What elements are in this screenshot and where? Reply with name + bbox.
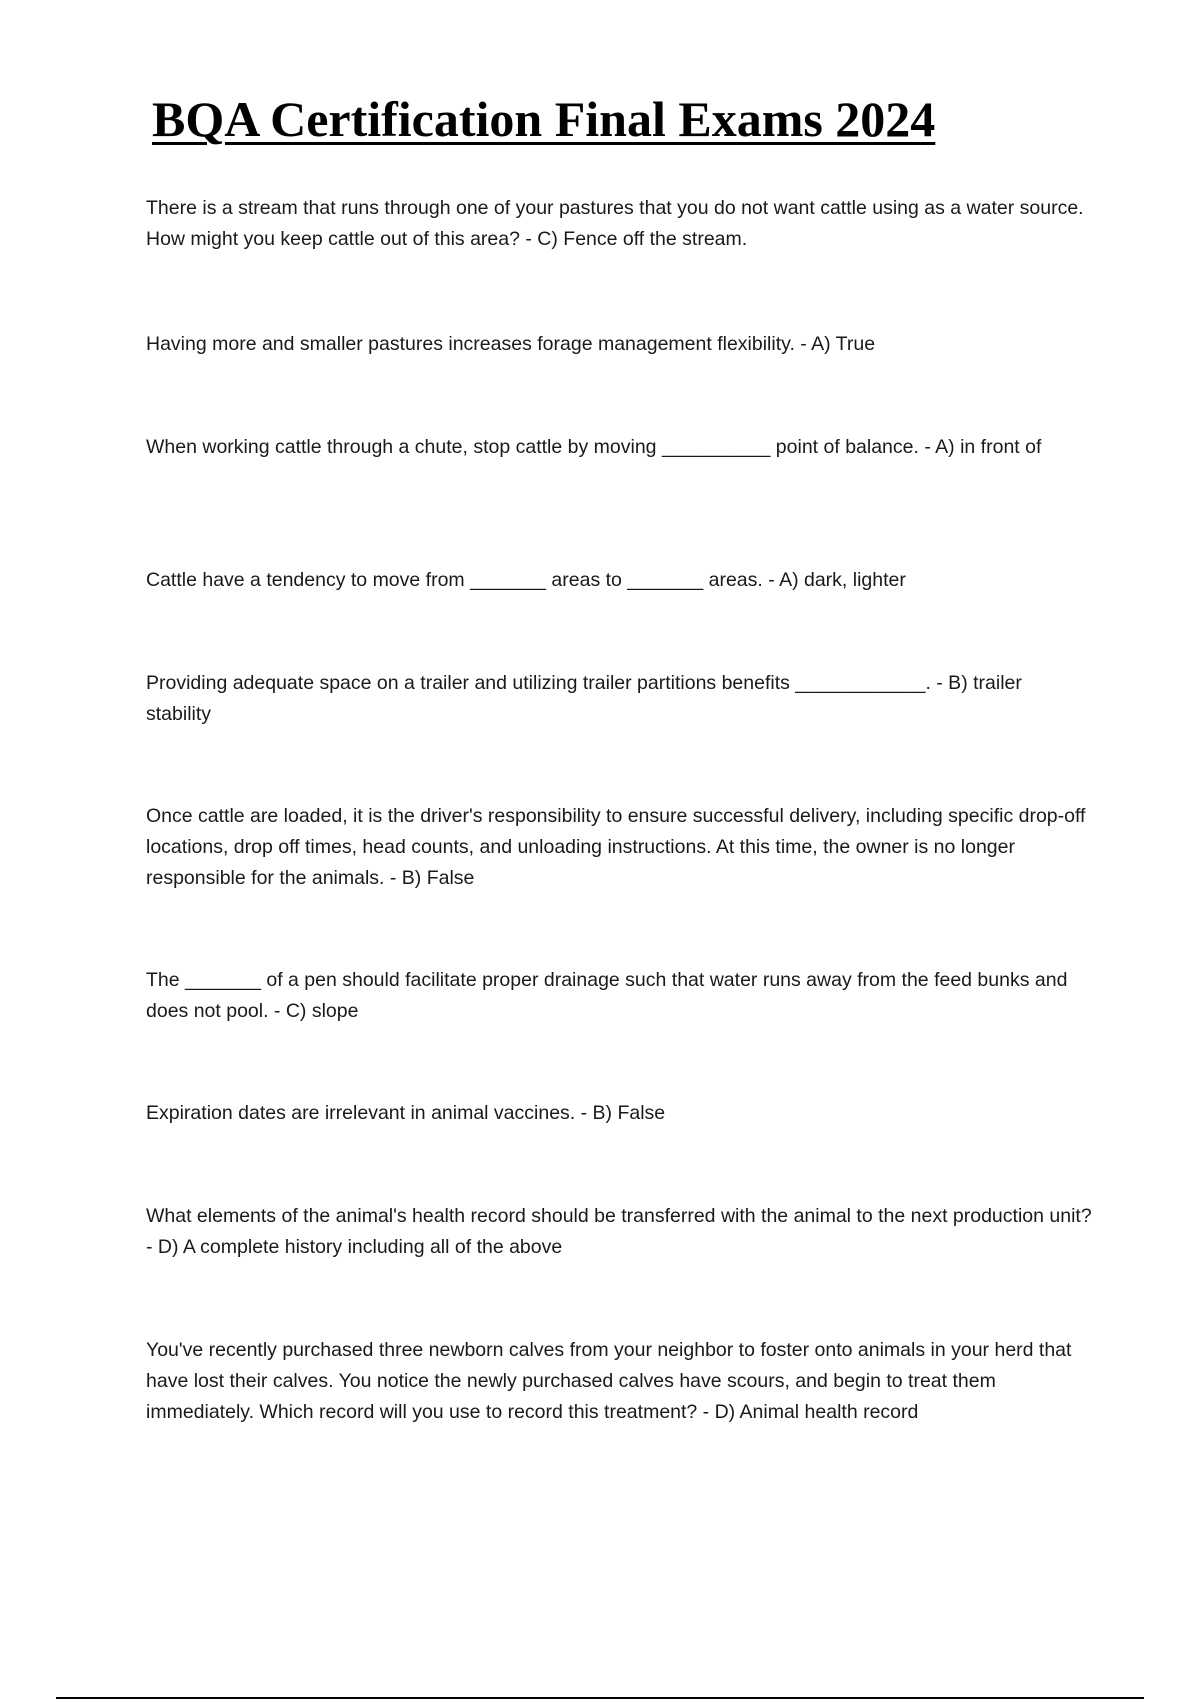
question-item-1: There is a stream that runs through one of your pastures that you do not want cattle using as a water source. How might you keep cattle out of this area? - C) Fence off the stream. <box>146 197 1084 250</box>
page-title: BQA Certification Final Exams 2024 <box>152 91 936 147</box>
question-item-5: Providing adequate space on a trailer and utilizing trailer partitions benefits ____________. - B) trailer stability <box>146 672 1022 725</box>
question-item-6: Once cattle are loaded, it is the driver's responsibility to ensure successful delivery, including specific drop-off locations, drop off times, head counts, and unloading instructions. At this time, the owner is no longer responsible for the animals. - B) False <box>146 805 1086 889</box>
question-item-8: Expiration dates are irrelevant in animal vaccines. - B) False <box>146 1102 666 1124</box>
question-item-3: When working cattle through a chute, stop cattle by moving __________ point of balance. - A) in front of <box>146 436 1042 458</box>
question-item-2: Having more and smaller pastures increases forage management flexibility. - A) True <box>146 333 876 355</box>
question-item-9: What elements of the animal's health record should be transferred with the animal to the next production unit? - D) A complete history including all of the above <box>146 1205 1092 1258</box>
question-item-10: You've recently purchased three newborn calves from your neighbor to foster onto animals in your herd that have lost their calves. You notice the newly purchased calves have scours, and begin to treat them immediately. Which record will you use to record this treatment? - D) Animal health record <box>146 1339 1072 1423</box>
question-item-4: Cattle have a tendency to move from _______ areas to _______ areas. - A) dark, lighter <box>146 569 906 591</box>
question-item-7: The _______ of a pen should facilitate proper drainage such that water runs away from the feed bunks and does not pool. - C) slope <box>146 969 1068 1022</box>
footer-divider <box>56 1697 1144 1699</box>
